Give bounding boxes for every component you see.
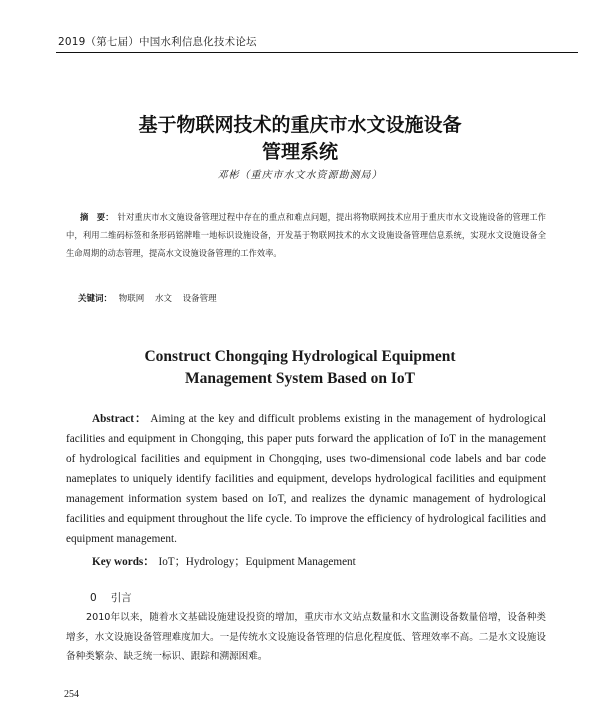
keywords-en-label: Key words： (92, 556, 155, 568)
keyword-cn: 设备管理 (182, 294, 217, 304)
keywords-cn (78, 292, 225, 304)
keywords-en-text: IoT；Hydrology；Equipment Management (158, 556, 356, 568)
section-title: 引言 (110, 592, 132, 604)
keywords-en (92, 553, 356, 569)
abstract-en-text: Aiming at the key and difficult problems existing in the management of hydrological facilities and equipment in Chongqing, this paper puts forward the application of IoT in the management of hydrological facilities and equipment in Chongqing, uses two-dimensional code labels and bar code nameplates to uniquely identify facilities and equipment, develops hydrological facilities and equipment management information system based on IoT, and realizes the dynamic management of hydrological facilities and equipment throughout the life cycle. To improve the efficiency of hydrological facilities and equipment management. (66, 413, 546, 545)
paper-title-cn (0, 112, 600, 166)
section-number: 0 (90, 592, 97, 604)
paper-title-cn-line2: 管理系统 (261, 141, 338, 163)
paper-title-en-line1: Construct Chongqing Hydrological Equipment (144, 348, 456, 365)
section-heading (90, 590, 132, 605)
keyword-cn: 物联网 (118, 294, 145, 304)
abstract-cn (66, 208, 546, 262)
running-header: 2019（第七届）中国水利信息化技术论坛 (58, 36, 257, 48)
paper-title-en-line2: Management System Based on IoT (185, 370, 415, 387)
keyword-cn: 水文 (154, 294, 172, 304)
header-rule (56, 52, 578, 53)
paper-title-cn-line1: 基于物联网技术的重庆市水文设施设备 (138, 114, 462, 136)
page-number: 254 (64, 689, 79, 700)
abstract-cn-text: 针对重庆市水文施设备管理过程中存在的重点和难点问题，提出将物联网技术应用于重庆市水文设施设备的管理工作中，利用二维码标签和条形码铭牌唯一地标识设施设备，开发基于物联网技术的水文设施设备管理信息系统，实现水文设施设备全生命周期的动态管理，提高水文设施设备管理的工作效率。 (66, 212, 546, 258)
body-paragraph: 2010年以来，随着水文基础设施建设投资的增加，重庆市水文站点数量和水文监测设备数量倍增，设备种类增多，水文设施设备管理难度加大。一是传统水文设施设备管理的信息化程度低、管理效率不高。二是水文设施设备种类繁杂、缺乏统一标识、跟踪和溯源困难。 (66, 612, 546, 662)
paper-title-en (0, 346, 600, 390)
abstract-en-label: Abstract： (92, 413, 148, 425)
author-line: 邓彬（重庆市水文水资源勘测局） (217, 170, 383, 181)
keywords-cn-label: 关键词： (78, 294, 113, 304)
abstract-cn-label: 摘 要： (80, 212, 114, 222)
abstract-en (66, 409, 546, 549)
